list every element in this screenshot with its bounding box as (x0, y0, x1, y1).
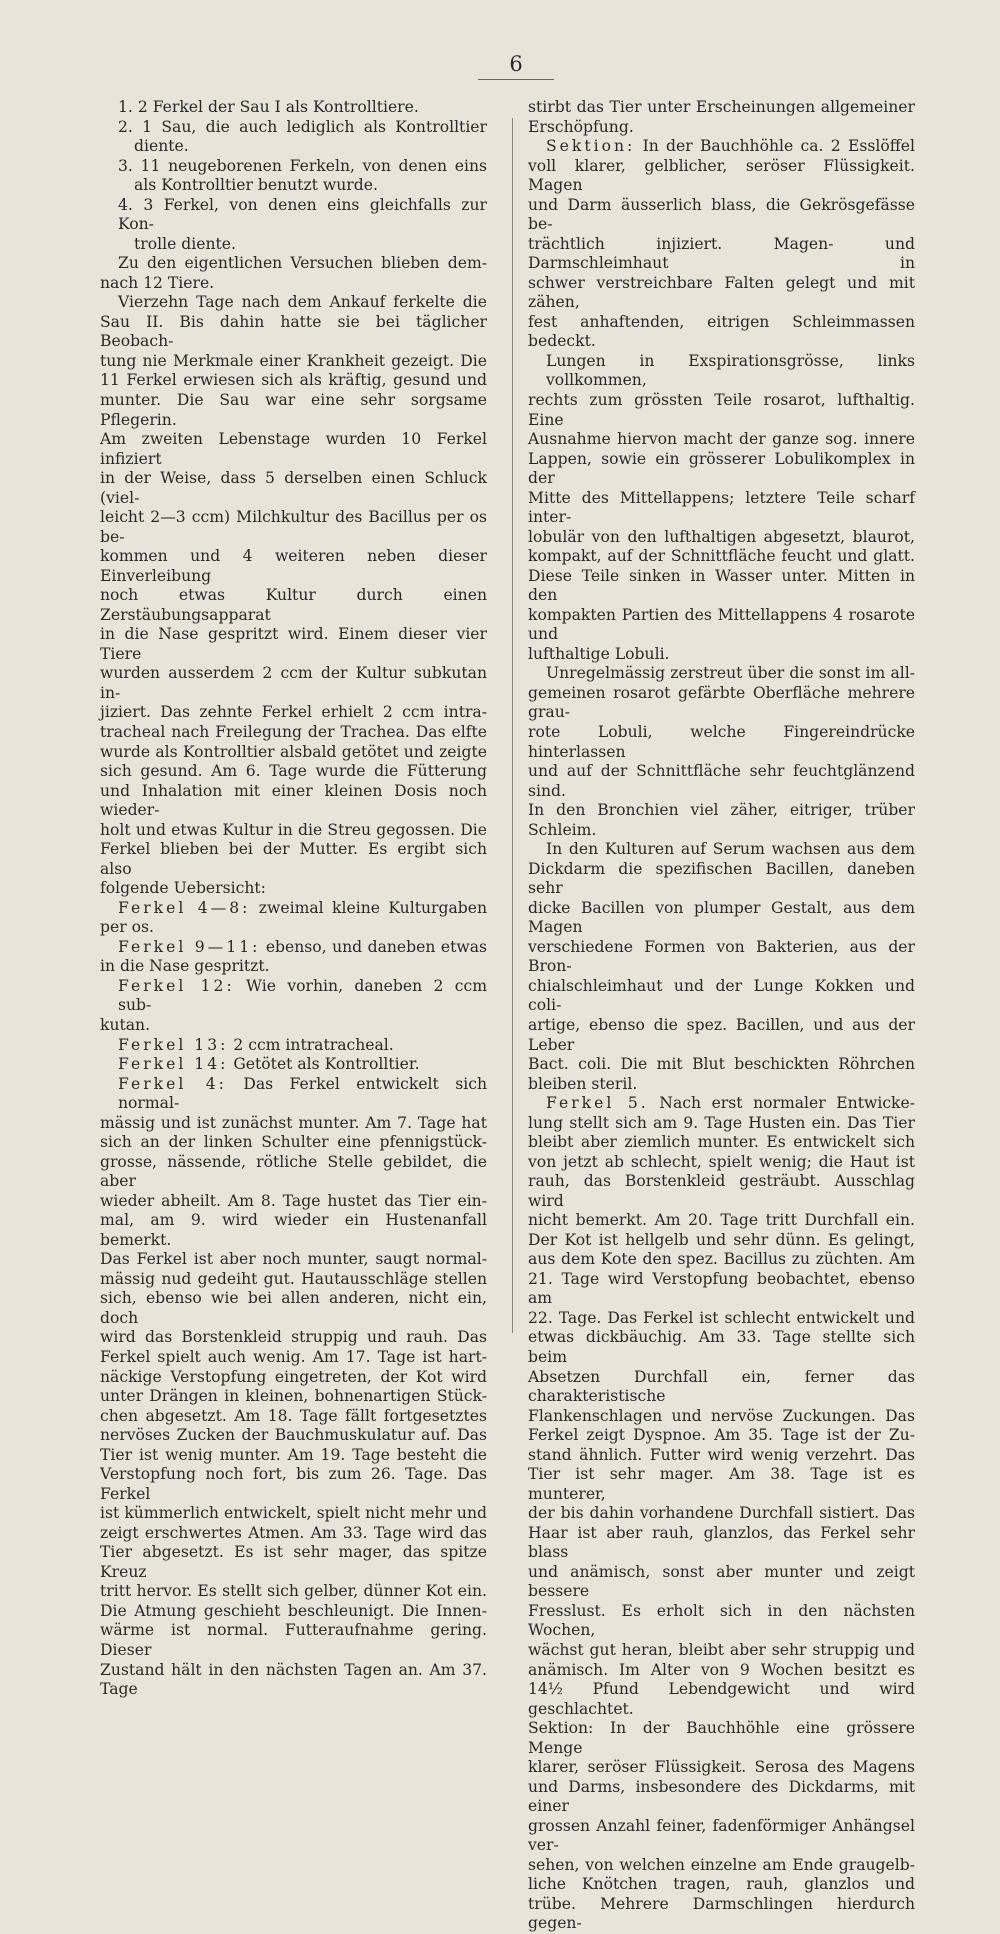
text-line (100, 743, 487, 763)
line-text: 4. 3 Ferkel, von denen eins gleichfalls zur Kon- (118, 195, 487, 234)
text-line (528, 157, 915, 196)
text-line (528, 645, 915, 665)
text-line (528, 430, 915, 450)
line-text: kompakten Partien des Mittellappens 4 rosarote und (528, 605, 915, 644)
text-line (100, 977, 487, 1016)
line-text: zweimal kleine Kulturgaben (250, 898, 487, 917)
line-text: grossen Anzahl feiner, fadenförmiger Anhängsel ver- (528, 1816, 915, 1855)
line-text: nicht bemerkt. Am 20. Tage tritt Durchfall ein. (528, 1211, 915, 1230)
text-line (528, 1153, 915, 1173)
text-line (100, 1602, 487, 1622)
line-text: etwas dickbäuchig. Am 33. Tage stellte sich beim (528, 1328, 915, 1366)
line-text: In den Kulturen auf Serum wachsen aus dem (546, 840, 915, 859)
text-line (528, 1407, 915, 1427)
line-text: Ferkel zeigt Dyspnoe. Am 35. Tage ist der Zu- (528, 1426, 915, 1445)
text-line (100, 1407, 487, 1427)
text-line (100, 352, 487, 372)
line-text: Wie vorhin, daneben 2 ccm sub- (118, 976, 487, 1015)
text-line (100, 586, 487, 625)
text-line (100, 1192, 487, 1212)
line-text: leicht 2—3 ccm) Milchkultur des Bacillus per os be- (100, 508, 487, 546)
text-line (100, 235, 487, 255)
text-line (100, 1524, 487, 1544)
line-text: chialschleimhaut und der Lunge Kokken und coli- (528, 976, 915, 1015)
text-line (100, 1387, 487, 1407)
text-line (528, 528, 915, 548)
line-text: lobulär von den lufthaltigen abgesetzt, blaurot, (528, 527, 915, 546)
line-text: Sektion: In der Bauchhöhle eine grössere Menge (528, 1719, 915, 1757)
line-text: trübe. Mehrere Darmschlingen hierdurch gegen- (528, 1894, 915, 1933)
text-line (100, 274, 487, 294)
text-line (528, 1524, 915, 1563)
line-text: Getötet als Kontrolltier. (228, 1055, 420, 1074)
text-line (528, 137, 915, 157)
line-text: und auf der Schnittfläche sehr feuchtglänzend sind. (528, 762, 915, 800)
line-text: 2. 1 Sau, die auch lediglich als Kontrolltier (118, 117, 487, 136)
text-line (100, 1543, 487, 1582)
line-text: wird das Borstenkleid struppig und rauh. Das (100, 1328, 487, 1347)
line-text: Tier abgesetzt. Es ist sehr mager, das spitze Kreuz (100, 1543, 487, 1581)
line-text: Sau II. Bis dahin hatte sie bei täglicher Beobach- (100, 312, 487, 351)
line-text: wurde als Kontrolltier alsbald getötet und zeigte (100, 742, 487, 761)
page-number: 6 (478, 52, 554, 80)
line-text: als Kontrolltier benutzt wurde. (134, 176, 378, 195)
line-text: gemeinen rosarot gefärbte Oberfläche mehrere grau- (528, 683, 915, 722)
line-text: Unregelmässig zerstreut über die sonst im all- (546, 664, 915, 683)
text-line (100, 1250, 487, 1270)
text-line (100, 782, 487, 821)
text-line (528, 391, 915, 430)
line-text: Tier ist wenig munter. Am 19. Tage besteht die (100, 1445, 487, 1464)
text-line (528, 313, 915, 352)
text-line (528, 1758, 915, 1778)
line-text: bleibt aber ziemlich munter. Es entwickelt sich (528, 1133, 915, 1152)
line-text: trächtlich injiziert. Magen- und Darmschleimhaut in (528, 234, 915, 273)
text-line (100, 1661, 487, 1700)
text-line (528, 1231, 915, 1251)
spaced-label: Sektion: (546, 137, 636, 156)
text-line (528, 1426, 915, 1446)
line-text: Das Ferkel ist aber noch munter, saugt normal- (100, 1250, 487, 1269)
line-text: 3. 11 neugeborenen Ferkeln, von denen eins (118, 156, 487, 175)
text-line (528, 1368, 915, 1407)
line-text: der bis dahin vorhandene Durchfall sistiert. Das (528, 1504, 915, 1523)
line-text: kutan. (100, 1015, 151, 1034)
line-text: kommen und 4 weiteren neben dieser Einverleibung (100, 547, 487, 585)
text-line (528, 762, 915, 801)
spaced-label: Ferkel 13: (118, 1035, 229, 1054)
text-line (100, 1133, 487, 1153)
line-text: dicke Bacillen von plumper Gestalt, aus dem Magen (528, 898, 915, 937)
line-text: lufthaltige Lobuli. (528, 644, 670, 663)
text-line (100, 1446, 487, 1466)
line-text: Am zweiten Lebenstage wurden 10 Ferkel infiziert (100, 430, 487, 468)
line-text: wieder abheilt. Am 8. Tage hustet das Tier ein- (100, 1191, 487, 1210)
text-line (528, 1875, 915, 1895)
text-line (528, 352, 915, 391)
text-line (100, 625, 487, 664)
text-line (100, 840, 487, 879)
text-line (100, 196, 487, 235)
text-line (100, 1114, 487, 1134)
text-line (528, 1328, 915, 1367)
line-text: chen abgesetzt. Am 18. Tage fällt fortgesetztes (100, 1406, 487, 1425)
line-text: wärme ist normal. Futteraufnahme gering. Dieser (100, 1621, 487, 1659)
line-text: jiziert. Das zehnte Ferkel erhielt 2 ccm intra- (100, 703, 487, 722)
left-text-column (100, 98, 487, 1700)
line-text: diente. (134, 137, 189, 156)
text-line (100, 938, 487, 958)
text-line (528, 1778, 915, 1817)
line-text: unter Drängen in kleinen, bohnenartigen Stück- (100, 1387, 487, 1406)
text-line (100, 254, 487, 274)
line-text: Fresslust. Es erholt sich in den nächsten Wochen, (528, 1601, 915, 1640)
text-line (100, 821, 487, 841)
line-text: Vierzehn Tage nach dem Ankauf ferkelte die (118, 293, 487, 312)
text-line (100, 547, 487, 586)
text-line (528, 118, 915, 138)
text-line (528, 938, 915, 977)
line-text: Verstopfung noch fort, bis zum 26. Tage. Das Ferkel (100, 1465, 487, 1503)
text-line (100, 664, 487, 703)
text-line (100, 371, 487, 391)
line-text: Zu den eigentlichen Versuchen blieben dem- (118, 254, 487, 273)
line-text: liche Knötchen tragen, rauh, glanzlos und (528, 1875, 915, 1894)
text-line (100, 1036, 487, 1056)
text-line (100, 1289, 487, 1328)
text-line (528, 1133, 915, 1153)
text-line (100, 1504, 487, 1524)
line-text: Tier ist sehr mager. Am 38. Tage ist es munterer, (528, 1465, 915, 1503)
text-line (528, 1641, 915, 1661)
line-text: Dickdarm die spezifischen Bacillen, daneben sehr (528, 859, 915, 898)
text-line (100, 1582, 487, 1602)
text-line (528, 840, 915, 860)
line-text: Das Ferkel entwickelt sich normal- (118, 1074, 487, 1113)
text-line (528, 860, 915, 899)
line-text: Lungen in Exspirationsgrösse, links vollkommen, (546, 351, 915, 390)
line-text: klarer, seröser Flüssigkeit. Serosa des Magens (528, 1758, 915, 1777)
line-text: Haar ist aber rauh, glanzlos, das Ferkel sehr blass (528, 1523, 915, 1562)
text-line (528, 1270, 915, 1309)
line-text: bleiben steril. (528, 1074, 638, 1093)
line-text: stirbt das Tier unter Erscheinungen allgemeiner (528, 98, 915, 116)
text-line (528, 547, 915, 567)
text-line (100, 1348, 487, 1368)
text-line (528, 1172, 915, 1211)
spaced-label: Ferkel 4: (118, 1074, 227, 1093)
text-line (100, 1368, 487, 1388)
line-text: Ferkel spielt auch wenig. Am 17. Tage ist hart- (100, 1348, 487, 1366)
text-line (528, 1094, 915, 1114)
text-line (528, 489, 915, 528)
line-text: 2 ccm intratracheal. (228, 1035, 394, 1054)
text-line (528, 1309, 915, 1329)
text-line (528, 1211, 915, 1231)
line-text: rauh, das Borstenkleid gesträubt. Ausschlag wird (528, 1172, 915, 1210)
line-text: Die Atmung geschieht beschleunigt. Die Innen- (100, 1601, 487, 1620)
line-text: Diese Teile sinken in Wasser unter. Mitten in den (528, 566, 915, 605)
line-text: 14½ Pfund Lebendgewicht und wird geschlachtet. (528, 1680, 915, 1718)
text-line (528, 1661, 915, 1681)
line-text: wächst gut heran, bleibt aber sehr struppig und (528, 1640, 915, 1659)
text-line (528, 235, 915, 274)
text-line (100, 1465, 487, 1504)
line-text: Erschöpfung. (528, 117, 634, 136)
line-text: munter. Die Sau war eine sehr sorgsame Pflegerin. (100, 390, 487, 429)
text-line (100, 469, 487, 508)
text-line (528, 1504, 915, 1524)
line-text: mässig nud gedeiht gut. Hautausschläge stellen (100, 1269, 487, 1288)
line-text: rechts zum grössten Teile rosarot, lufthaltig. Eine (528, 390, 915, 429)
text-line (100, 1016, 487, 1036)
line-text: verschiedene Formen von Bakterien, aus der Bron- (528, 937, 915, 976)
line-text: Flankenschlagen und nervöse Zuckungen. Das (528, 1406, 915, 1425)
spaced-label: Ferkel 5. (546, 1094, 649, 1113)
line-text: schwer verstreichbare Falten gelegt und mit zähen, (528, 273, 915, 312)
text-line (100, 430, 487, 469)
text-line (100, 293, 487, 313)
line-text: tritt hervor. Es stellt sich gelber, dünner Kot ein. (100, 1582, 487, 1601)
text-line (100, 957, 487, 977)
text-line (100, 391, 487, 430)
spaced-label: Ferkel 14: (118, 1055, 229, 1074)
line-text: 1. 2 Ferkel der Sau I als Kontrolltiere. (118, 98, 419, 116)
text-line (100, 98, 487, 118)
line-text: anämisch. Im Alter von 9 Wochen besitzt es (528, 1660, 915, 1679)
text-line (100, 1621, 487, 1660)
line-text: wurden ausserdem 2 ccm der Kultur subkutan in- (100, 664, 487, 702)
line-text: Ferkel blieben bei der Mutter. Es ergibt sich also (100, 840, 487, 878)
text-line (100, 703, 487, 723)
line-text: trolle diente. (134, 234, 236, 253)
text-line (100, 879, 487, 899)
line-text: holt und etwas Kultur in die Streu gegossen. Die (100, 820, 487, 839)
line-text: fest anhaftenden, eitrigen Schleimmassen bedeckt. (528, 312, 915, 351)
text-line (528, 567, 915, 606)
line-text: zeigt erschwertes Atmen. Am 33. Tage wird das (100, 1523, 487, 1542)
line-text: näckige Verstopfung eingetreten, der Kot wird (100, 1367, 487, 1386)
text-line (528, 977, 915, 1016)
line-text: lung stellt sich am 9. Tage Husten ein. Das Tier (528, 1113, 915, 1132)
line-text: ebenso, und daneben etwas (260, 937, 487, 956)
line-text: und anämisch, sonst aber munter und zeigt bessere (528, 1562, 915, 1601)
line-text: In den Bronchien viel zäher, eitriger, trüber Schleim. (528, 801, 915, 839)
line-text: Mitte des Mittellappens; letztere Teile scharf inter- (528, 488, 915, 527)
text-line (100, 137, 487, 157)
text-line (528, 664, 915, 684)
line-text: folgende Uebersicht: (100, 879, 266, 898)
text-line (528, 1817, 915, 1856)
line-text: noch etwas Kultur durch einen Zerstäubungsapparat (100, 586, 487, 624)
line-text: sich, ebenso wie bei allen anderen, nicht ein, doch (100, 1289, 487, 1327)
text-line (528, 899, 915, 938)
text-line (100, 157, 487, 177)
line-text: tung nie Merkmale einer Krankheit gezeigt. Die (100, 351, 487, 370)
text-line (100, 762, 487, 782)
line-text: Bact. coli. Die mit Blut beschickten Röhrchen (528, 1055, 915, 1074)
line-text: aus dem Kote den spez. Bacillus zu züchten. Am (528, 1250, 915, 1269)
text-line (528, 1446, 915, 1466)
text-line (100, 176, 487, 196)
text-line (100, 918, 487, 938)
text-line (100, 508, 487, 547)
line-text: in der Weise, dass 5 derselben einen Schluck (viel- (100, 469, 487, 507)
text-line (100, 118, 487, 138)
line-text: 21. Tage wird Verstopfung beobachtet, ebenso am (528, 1269, 915, 1308)
line-text: grosse, nässende, rötliche Stelle gebildet, die aber (100, 1152, 487, 1191)
text-line (528, 1250, 915, 1270)
text-line (528, 1563, 915, 1602)
line-text: Nach erst normaler Entwicke- (648, 1094, 915, 1113)
text-line (100, 1153, 487, 1192)
line-text: in die Nase gespritzt. (100, 957, 270, 976)
line-text: Ausnahme hiervon macht der ganze sog. innere (528, 430, 915, 449)
text-line (528, 684, 915, 723)
text-line (528, 801, 915, 840)
line-text: Lappen, sowie ein grösserer Lobulikomplex in der (528, 449, 915, 488)
line-text: nach 12 Tiere. (100, 273, 215, 292)
right-text-column (528, 98, 915, 1934)
text-line (528, 1856, 915, 1876)
text-line (528, 450, 915, 489)
line-text: voll klarer, gelblicher, seröser Flüssigkeit. Magen (528, 156, 915, 195)
line-text: artige, ebenso die spez. Bacillen, und aus der Leber (528, 1015, 915, 1054)
line-text: nervöses Zucken der Bauchmuskulatur auf. Das (100, 1426, 487, 1445)
text-line (528, 274, 915, 313)
text-line (100, 1270, 487, 1290)
text-line (528, 1114, 915, 1134)
line-text: und Darms, insbesondere des Dickdarms, mit einer (528, 1777, 915, 1816)
line-text: in die Nase gespritzt wird. Einem dieser vier Tiere (100, 625, 487, 663)
spaced-label: Ferkel 12: (118, 976, 235, 995)
text-line (100, 1328, 487, 1348)
line-text: stand ähnlich. Futter wird wenig verzehrt. Das (528, 1445, 915, 1464)
text-line (528, 98, 915, 118)
text-line (528, 1680, 915, 1719)
line-text: per os. (100, 918, 154, 937)
text-line (528, 723, 915, 762)
line-text: Der Kot ist hellgelb und sehr dünn. Es gelingt, (528, 1230, 915, 1249)
line-text: kompakt, auf der Schnittfläche feucht und glatt. (528, 547, 915, 566)
text-line (100, 899, 487, 919)
line-text: sich an der linken Schulter eine pfennigstück- (100, 1133, 487, 1152)
column-divider (512, 118, 513, 1333)
text-line (528, 1895, 915, 1934)
text-line (528, 196, 915, 235)
line-text: 22. Tage. Das Ferkel ist schlecht entwickelt und (528, 1308, 915, 1327)
text-line (100, 1211, 487, 1250)
line-text: mal, am 9. wird wieder ein Hustenanfall bemerkt. (100, 1211, 487, 1249)
spaced-label: Ferkel 9—11: (118, 937, 261, 956)
line-text: sehen, von welchen einzelne am Ende graugelb- (528, 1855, 915, 1874)
text-line (528, 1465, 915, 1504)
line-text: sich gesund. Am 6. Tage wurde die Fütterung (100, 762, 487, 781)
line-text: In der Bauchhöhle ca. 2 Esslöffel (635, 137, 915, 156)
text-line (100, 723, 487, 743)
text-line (528, 1719, 915, 1758)
line-text: Zustand hält in den nächsten Tagen an. Am 37. Tage (100, 1660, 487, 1699)
text-line (100, 313, 487, 352)
text-line (100, 1055, 487, 1075)
text-line (528, 1602, 915, 1641)
text-line (528, 1016, 915, 1055)
text-line (528, 1075, 915, 1095)
line-text: und Darm äusserlich blass, die Gekrösgefässe be- (528, 195, 915, 234)
line-text: mässig und ist zunächst munter. Am 7. Tage hat (100, 1113, 487, 1132)
line-text: tracheal nach Freilegung der Trachea. Das elfte (100, 723, 487, 741)
line-text: ist kümmerlich entwickelt, spielt nicht mehr und (100, 1504, 487, 1523)
line-text: und Inhalation mit einer kleinen Dosis noch wieder- (100, 781, 487, 820)
line-text: von jetzt ab schlecht, spielt wenig; die Haut ist (528, 1152, 915, 1171)
line-text: rote Lobuli, welche Fingereindrücke hinterlassen (528, 723, 915, 761)
spaced-label: Ferkel 4—8: (118, 898, 251, 917)
text-line (528, 606, 915, 645)
text-line (528, 1055, 915, 1075)
line-text: 11 Ferkel erwiesen sich als kräftig, gesund und (100, 371, 487, 390)
line-text: Absetzen Durchfall ein, ferner das charakteristische (528, 1367, 915, 1406)
text-line (100, 1075, 487, 1114)
text-line (100, 1426, 487, 1446)
